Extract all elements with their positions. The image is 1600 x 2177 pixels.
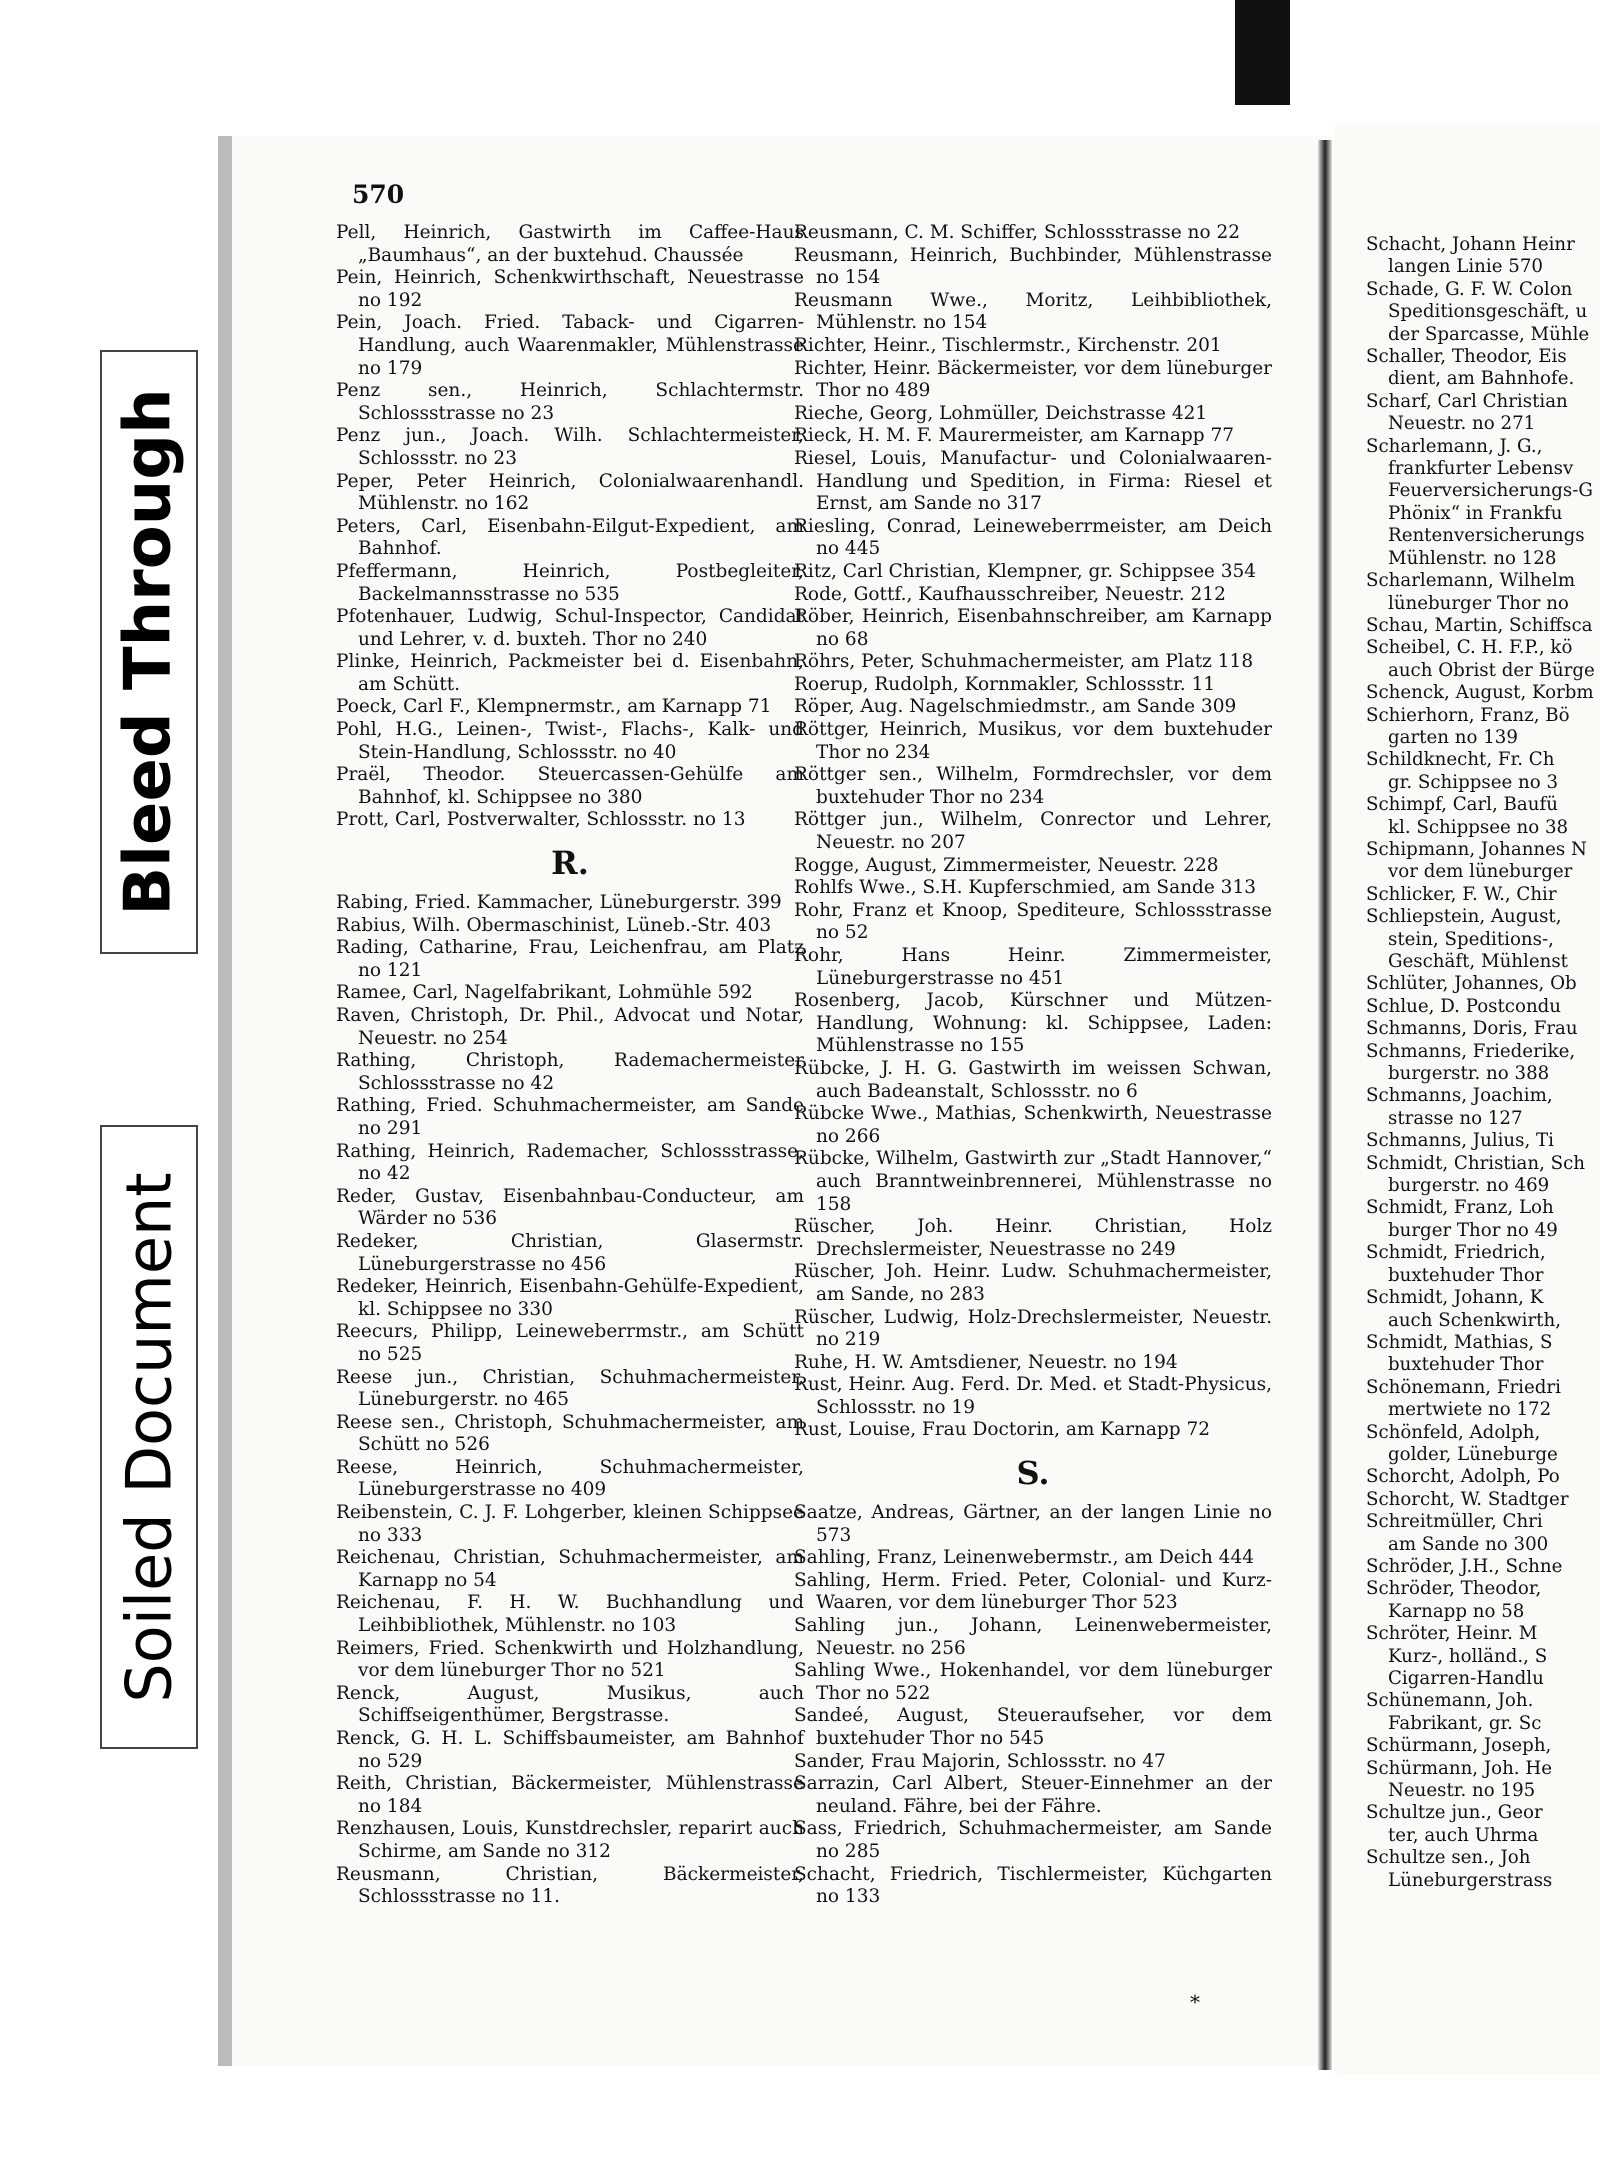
directory-entry: Pein, Heinrich, Schenkwirthschaft, Neuestrasse no 192 (336, 267, 804, 311)
directory-entry: Röper, Aug. Nagelschmiedmstr., am Sande 309 (794, 696, 1237, 718)
directory-entry: Reimers, Fried. Schenkwirth und Holzhandlung, vor dem lüneburger Thor no 521 (336, 1637, 804, 1682)
directory-entry-line: Schliepstein, August, (1366, 906, 1562, 928)
directory-entry-line: Schlüter, Johannes, Ob (1366, 973, 1577, 995)
soiled-document-label-text: Soiled Document (112, 1171, 186, 1703)
directory-entry-line: Schröder, J.H., Schne (1366, 1555, 1563, 1577)
directory-entry-line: Schmanns, Doris, Frau (1366, 1018, 1578, 1040)
directory-entry-line: Schmidt, Johann, K (1366, 1287, 1544, 1309)
directory-entry: Reusmann Wwe., Moritz, Leihbibliothek, Mühlenstr. no 154 (794, 289, 1272, 334)
directory-entry-line: langen Linie 570 (1388, 256, 1543, 278)
directory-entry-line: Scharf, Carl Christian (1366, 390, 1568, 412)
directory-entry-line: kl. Schippsee no 38 (1388, 816, 1569, 838)
directory-entry: Rust, Louise, Frau Doctorin, am Karnapp 72 (794, 1419, 1211, 1441)
directory-entry: Rüscher, Ludwig, Holz-Drechslermeister, Neuestr. no 219 (794, 1306, 1272, 1351)
directory-entry-line: Schürmann, Joseph, (1366, 1735, 1552, 1757)
directory-entry: Ramee, Carl, Nagelfabrikant, Lohmühle 592 (336, 982, 753, 1004)
soiled-document-label (100, 1125, 198, 1749)
directory-entry: Rohr, Franz et Knoop, Spediteure, Schlossstrasse no 52 (794, 899, 1272, 944)
directory-entry-line: buxtehuder Thor (1388, 1264, 1544, 1286)
directory-entry: Rieche, Georg, Lohmüller, Deichstrasse 421 (794, 402, 1208, 424)
directory-entry: Reusmann, Christian, Bäckermeister, Schlossstrasse no 11. (336, 1863, 804, 1908)
directory-entry: Sarrazin, Carl Albert, Steuer-Einnehmer an der neuland. Fähre, bei der Fähre. (794, 1773, 1272, 1817)
directory-entry: Rathing, Christoph, Rademachermeister Schlossstrasse no 42 (336, 1050, 804, 1094)
directory-entry-line: garten no 139 (1388, 726, 1518, 748)
directory-entry: Pein, Joach. Fried. Taback- und Cigarren-Handlung, auch Waarenmakler, Mühlenstrasse no 179 (336, 312, 804, 379)
directory-entry-line: Neuestr. no 271 (1388, 413, 1536, 435)
directory-entry-line: Schacht, Johann Heinr (1366, 234, 1575, 255)
directory-entry: Rathing, Fried. Schuhmachermeister, am Sande no 291 (336, 1095, 804, 1139)
directory-entry-line: Mühlenstr. no 128 (1388, 547, 1557, 569)
directory-entry: Riesel, Louis, Manufactur- und Colonialwaaren-Handlung und Spedition, in Firma: Riesel et Ernst, am Sande no 317 (794, 447, 1272, 515)
directory-entry: Rosenberg, Jacob, Kürschner und Mützen-Handlung, Wohnung: kl. Schippsee, Laden: Mühlenstrasse no 155 (794, 990, 1272, 1057)
directory-entry-line: stein, Speditions-, (1388, 928, 1554, 950)
directory-entry-line: Phönix“ in Frankfu (1388, 502, 1563, 524)
directory-entry-line: gr. Schippsee no 3 (1388, 771, 1559, 793)
directory-entry-line: burgerstr. no 469 (1388, 1175, 1550, 1197)
directory-entry: Rüscher, Joh. Heinr. Ludw. Schuhmachermeister, am Sande, no 283 (794, 1261, 1272, 1305)
directory-entry-line: Speditionsgeschäft, u (1388, 301, 1588, 323)
directory-entry-line: Schönfeld, Adolph, (1366, 1421, 1541, 1443)
directory-entry-line: Schmidt, Christian, Sch (1366, 1152, 1586, 1174)
directory-entry: Roerup, Rudolph, Kornmakler, Schlossstr. 11 (794, 673, 1216, 695)
directory-entry-line: Feuerversicherungs-G (1388, 480, 1593, 502)
directory-entry: Rübcke Wwe., Mathias, Schenkwirth, Neuestrasse no 266 (794, 1103, 1272, 1147)
directory-entry-line: Cigarren-Handlu (1388, 1668, 1544, 1689)
directory-entry: Rabing, Fried. Kammacher, Lüneburgerstr. 399 (336, 892, 782, 914)
directory-entry-line: Schröder, Theodor, (1366, 1578, 1542, 1600)
directory-entry: Renck, August, Musikus, auch Schiffseigenthümer, Bergstrasse. (336, 1682, 804, 1727)
directory-entry: Pfotenhauer, Ludwig, Schul-Inspector, Candidat und Lehrer, v. d. buxteh. Thor no 240 (336, 606, 804, 650)
directory-entry: Sahling Wwe., Hokenhandel, vor dem lüneburger Thor no 522 (794, 1660, 1272, 1704)
directory-entry-line: Schönemann, Friedri (1366, 1376, 1561, 1398)
directory-entry-line: am Sande no 300 (1388, 1533, 1549, 1555)
directory-entry: Sahling, Franz, Leinenwebermstr., am Deich 444 (794, 1547, 1254, 1569)
directory-entry: Röhrs, Peter, Schuhmachermeister, am Platz 118 (794, 651, 1254, 673)
directory-entry-line: Fabrikant, gr. Sc (1388, 1712, 1542, 1734)
directory-entry: Rust, Heinr. Aug. Ferd. Dr. Med. et Stadt-Physicus, Schlossstr. no 19 (794, 1374, 1272, 1418)
directory-entry-line: auch Schenkwirth, (1388, 1309, 1561, 1331)
directory-entry-line: Rentenversicherungs (1388, 525, 1585, 547)
directory-entry-line: Schlue, D. Postcondu (1366, 995, 1562, 1017)
directory-entry-line: strasse no 127 (1388, 1107, 1523, 1129)
directory-column-left (336, 222, 804, 1909)
directory-entry: Reichenau, Christian, Schuhmachermeister, am Karnapp no 54 (336, 1547, 804, 1591)
directory-entry: Plinke, Heinrich, Packmeister bei d. Eisenbahn, am Schütt. (336, 651, 804, 695)
directory-entry-line: Schürmann, Joh. He (1366, 1757, 1552, 1779)
directory-entry-line: Scharlemann, J. G., (1366, 435, 1543, 457)
directory-column-right-partial (1366, 234, 1600, 1892)
directory-entry: Reichenau, F. H. W. Buchhandlung und Leihbibliothek, Mühlenstr. no 103 (336, 1592, 804, 1637)
directory-entry-line: der Sparcasse, Mühle (1388, 323, 1590, 345)
directory-entry-line: Schenck, August, Korbm (1366, 682, 1594, 704)
directory-entry: Rübcke, J. H. G. Gastwirth im weissen Schwan, auch Badeanstalt, Schlossstr. no 6 (794, 1057, 1272, 1102)
directory-entry-line: Schmanns, Friederike, (1366, 1040, 1576, 1062)
directory-entry: Sahling jun., Johann, Leinenwebermeister, Neuestr. no 256 (794, 1615, 1272, 1659)
directory-entry: Pell, Heinrich, Gastwirth im Caffee-Haus „Baumhaus“, an der buxtehud. Chaussée (336, 222, 804, 266)
directory-entry-line: Schmidt, Franz, Loh (1366, 1197, 1554, 1219)
directory-entry: Rohr, Hans Heinr. Zimmermeister, Lüneburgerstrasse no 451 (794, 945, 1272, 989)
directory-entry: Rode, Gottf., Kaufhausschreiber, Neuestr. 212 (794, 583, 1226, 605)
directory-entry: Reecurs, Philipp, Leineweberrmstr., am Schütt no 525 (336, 1321, 804, 1365)
footnote-mark: * (1190, 1990, 1200, 2014)
directory-entry: Rohlfs Wwe., S.H. Kupferschmied, am Sande 313 (794, 877, 1256, 899)
directory-entry: Reusmann, Heinrich, Buchbinder, Mühlenstrasse no 154 (794, 244, 1272, 289)
directory-entry-line: Schmanns, Joachim, (1366, 1085, 1553, 1107)
directory-entry-line: Schimpf, Carl, Baufü (1366, 794, 1558, 816)
directory-entry: Röber, Heinrich, Eisenbahnschreiber, am Karnapp no 68 (794, 606, 1272, 650)
directory-entry-line: frankfurter Lebensv (1388, 458, 1574, 480)
directory-entry: Renck, G. H. L. Schiffsbaumeister, am Bahnhof no 529 (336, 1728, 804, 1772)
directory-entry-line: buxtehuder Thor (1388, 1354, 1544, 1376)
directory-entry-line: Geschäft, Mühlenst (1388, 951, 1568, 972)
directory-entry-line: Scharlemann, Wilhelm (1366, 570, 1576, 592)
directory-entry: Rabius, Wilh. Obermaschinist, Lüneb.-Str. 403 (336, 914, 772, 936)
directory-entry-line: Schaller, Theodor, Eis (1366, 346, 1567, 368)
directory-entry-line: Schmanns, Julius, Ti (1366, 1130, 1554, 1152)
directory-entry-line: Schade, G. F. W. Colon (1366, 278, 1573, 300)
directory-entry-line: Schierhorn, Franz, Bö (1366, 704, 1570, 726)
directory-entry-line: Scheibel, C. H. F.P., kö (1366, 637, 1573, 659)
directory-entry: Poeck, Carl F., Klempnermstr., am Karnapp 71 (336, 696, 772, 718)
directory-entry: Rübcke, Wilhelm, Gastwirth zur „Stadt Hannover,“ auch Branntweinbrennerei, Mühlenstrasse no 158 (794, 1148, 1272, 1215)
directory-entry-line: Schultze sen., Joh (1366, 1847, 1531, 1869)
directory-entry: Rogge, August, Zimmermeister, Neuestr. 228 (794, 854, 1219, 876)
directory-entry: Rüscher, Joh. Heinr. Christian, Holz Drechslermeister, Neuestrasse no 249 (794, 1216, 1272, 1260)
directory-entry: Redeker, Christian, Glasermstr. Lüneburgerstrasse no 456 (336, 1230, 804, 1275)
directory-entry: Richter, Heinr. Bäckermeister, vor dem lüneburger Thor no 489 (794, 357, 1272, 402)
directory-entry: Sass, Friedrich, Schuhmachermeister, am Sande no 285 (794, 1818, 1272, 1862)
directory-entry-line: Schultze jun., Geor (1366, 1802, 1543, 1824)
directory-entry: Reese jun., Christian, Schuhmachermeister, Lüneburgerstr. no 465 (336, 1366, 804, 1411)
directory-entry-line: Schröter, Heinr. M (1366, 1623, 1538, 1645)
directory-entry: Schacht, Friedrich, Tischlermeister, Küchgarten no 133 (794, 1863, 1272, 1908)
directory-entry-line: Schmidt, Friedrich, (1366, 1242, 1546, 1264)
directory-entry-line: auch Obrist der Bürge (1388, 659, 1595, 681)
directory-entry-line: Schildknecht, Fr. Ch (1366, 749, 1555, 771)
directory-entry-line: Schreitmüller, Chri (1366, 1511, 1543, 1533)
directory-entry-line: Schipmann, Johannes N (1366, 838, 1587, 860)
directory-entry: Saatze, Andreas, Gärtner, an der langen Linie no 573 (794, 1502, 1272, 1546)
directory-entry: Raven, Christoph, Dr. Phil., Advocat und Notar, Neuestr. no 254 (336, 1005, 804, 1049)
directory-entry-line: Schünemann, Joh. (1366, 1690, 1534, 1712)
directory-entry: Richter, Heinr., Tischlermstr., Kirchenstr. 201 (794, 334, 1222, 356)
directory-entry: Rieck, H. M. F. Maurermeister, am Karnapp 77 (794, 425, 1235, 447)
directory-entry-line: Schorcht, Adolph, Po (1366, 1466, 1560, 1488)
directory-entry-line: dient, am Bahnhofe. (1388, 368, 1575, 390)
directory-entry: Sahling, Herm. Fried. Peter, Colonial- und Kurz-Waaren, vor dem lüneburger Thor 523 (794, 1569, 1272, 1614)
directory-entry: Peters, Carl, Eisenbahn-Eilgut-Expedient, am Bahnhof. (336, 515, 804, 560)
directory-entry: Ritz, Carl Christian, Klempner, gr. Schippsee 354 (794, 560, 1257, 582)
directory-entry-line: vor dem lüneburger (1388, 861, 1573, 883)
directory-entry: Renzhausen, Louis, Kunstdrechsler, reparirt auch Schirme, am Sande no 312 (336, 1818, 804, 1862)
directory-entry: Röttger jun., Wilhelm, Conrector und Lehrer, Neuestr. no 207 (794, 809, 1272, 854)
directory-entry: Riesling, Conrad, Leineweberrmeister, am Deich no 445 (794, 515, 1272, 560)
directory-entry-line: mertwiete no 172 (1388, 1399, 1552, 1421)
directory-entry: Penz jun., Joach. Wilh. Schlachtermeister, Schlossstr. no 23 (336, 425, 804, 469)
directory-entry: Praël, Theodor. Steuercassen-Gehülfe am Bahnhof, kl. Schippsee no 380 (336, 764, 804, 808)
directory-entry-line: Neuestr. no 195 (1388, 1780, 1536, 1802)
section-letter-heading: S. (1016, 1454, 1050, 1493)
directory-entry: Rading, Catharine, Frau, Leichenfrau, am Platz no 121 (336, 937, 804, 981)
directory-entry-line: Schau, Martin, Schiffsca (1366, 614, 1593, 636)
directory-entry: Pfeffermann, Heinrich, Postbegleiter, Backelmannsstrasse no 535 (336, 560, 804, 605)
directory-entry: Reith, Christian, Bäckermeister, Mühlenstrasse no 184 (336, 1773, 804, 1817)
directory-entry: Reusmann, C. M. Schiffer, Schlossstrasse no 22 (794, 222, 1241, 243)
directory-entry-line: golder, Lüneburge (1388, 1443, 1558, 1465)
page-number: 570 (352, 180, 405, 209)
directory-entry-line: Karnapp no 58 (1388, 1600, 1525, 1622)
scan-corner (1235, 0, 1290, 105)
directory-entry-line: Lüneburgerstrass (1388, 1869, 1553, 1891)
directory-entry: Redeker, Heinrich, Eisenbahn-Gehülfe-Expedient, kl. Schippsee no 330 (336, 1276, 804, 1320)
directory-entry: Reibenstein, C. J. F. Lohgerber, kleinen Schippsee no 333 (336, 1502, 804, 1546)
directory-entry: Reder, Gustav, Eisenbahnbau-Conducteur, am Wärder no 536 (336, 1185, 804, 1230)
directory-entry-line: ter, auch Uhrma (1388, 1824, 1539, 1846)
directory-entry-line: Schmidt, Mathias, S (1366, 1331, 1553, 1353)
directory-entry: Reese sen., Christoph, Schuhmachermeister, am Schütt no 526 (336, 1411, 804, 1456)
directory-entry-line: burger Thor no 49 (1388, 1219, 1558, 1241)
directory-entry: Röttger, Heinrich, Musikus, vor dem buxtehuder Thor no 234 (794, 719, 1272, 763)
directory-entry: Ruhe, H. W. Amtsdiener, Neuestr. no 194 (794, 1351, 1178, 1373)
directory-entry-line: Kurz-, holländ., S (1388, 1645, 1548, 1667)
directory-entry: Peper, Peter Heinrich, Colonialwaarenhandl. Mühlenstr. no 162 (336, 470, 804, 515)
directory-entry-line: lüneburger Thor no (1388, 592, 1569, 614)
directory-entry: Reese, Heinrich, Schuhmachermeister, Lüneburgerstrasse no 409 (336, 1456, 804, 1501)
directory-entry-line: burgerstr. no 388 (1388, 1063, 1550, 1085)
directory-entry: Pohl, H.G., Leinen-, Twist-, Flachs-, Kalk- und Stein-Handlung, Schlossstr. no 40 (336, 719, 804, 763)
bleed-through-label-text: Bleed Through (112, 388, 186, 916)
directory-entry: Röttger sen., Wilhelm, Formdrechsler, vor dem buxtehuder Thor no 234 (794, 764, 1272, 808)
directory-entry: Sander, Frau Majorin, Schlossstr. no 47 (794, 1750, 1166, 1772)
bleed-through-label (100, 350, 198, 954)
directory-entry-line: Schlicker, F. W., Chir (1366, 883, 1557, 905)
directory-entry: Rathing, Heinrich, Rademacher, Schlossstrasse, no 42 (336, 1140, 804, 1185)
directory-entry: Prott, Carl, Postverwalter, Schlossstr. no 13 (336, 809, 746, 831)
book-gutter (1318, 140, 1332, 2070)
directory-entry-line: Schorcht, W. Stadtger (1366, 1488, 1569, 1510)
directory-entry: Sandeé, August, Steueraufseher, vor dem buxtehuder Thor no 545 (794, 1705, 1272, 1749)
section-letter-heading: R. (551, 844, 589, 883)
directory-column-middle (794, 222, 1272, 1909)
directory-entry: Penz sen., Heinrich, Schlachtermstr. Schlossstrasse no 23 (336, 380, 804, 424)
